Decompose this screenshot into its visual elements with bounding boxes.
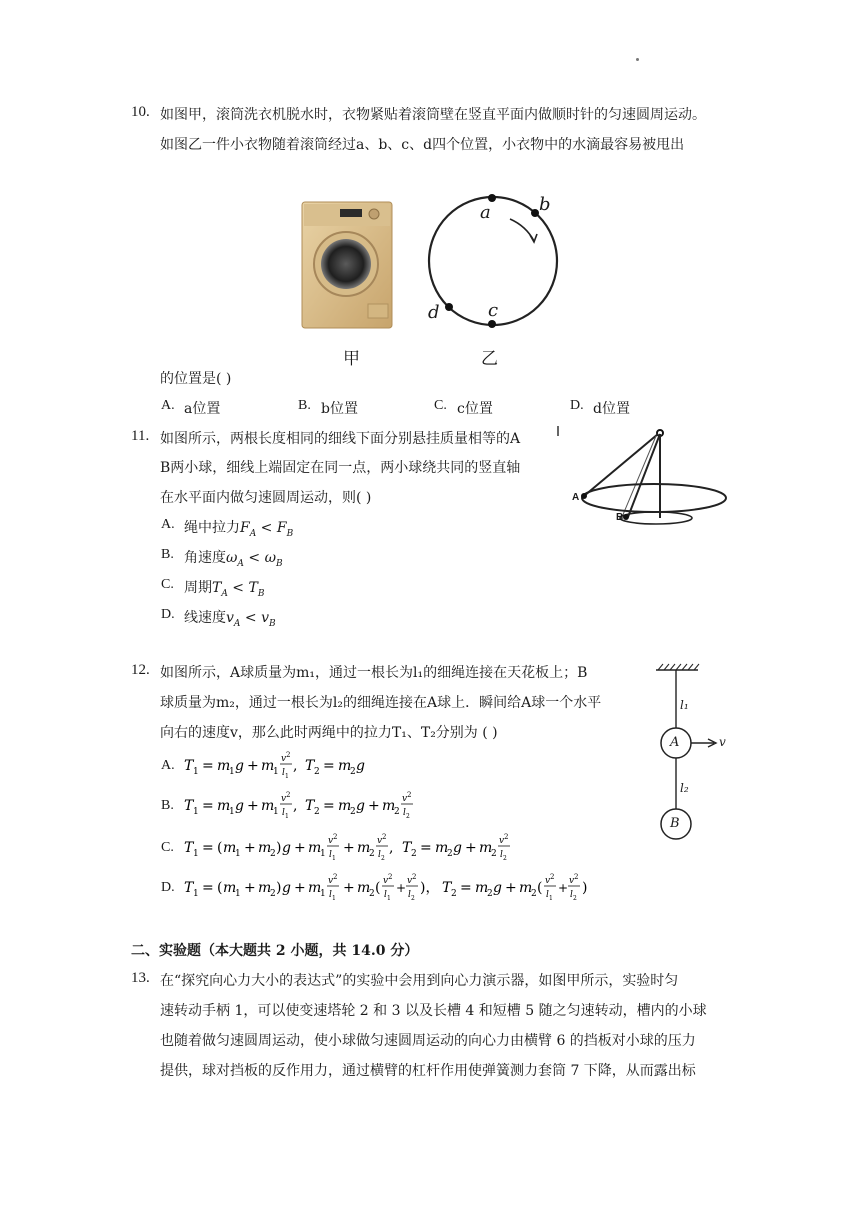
label-a: a bbox=[480, 202, 491, 223]
svg-text:m: m bbox=[382, 798, 396, 814]
svg-text:2: 2 bbox=[270, 889, 276, 899]
svg-text:1: 1 bbox=[229, 767, 235, 777]
q12-option-d-label: D. bbox=[161, 880, 175, 895]
svg-text:+: + bbox=[368, 798, 380, 814]
svg-text:=: = bbox=[460, 880, 472, 896]
svg-text:2: 2 bbox=[286, 751, 291, 759]
svg-text:v: v bbox=[383, 876, 389, 886]
label-v: v bbox=[719, 735, 726, 749]
svg-text:+: + bbox=[558, 881, 569, 895]
q11-number: 11. bbox=[131, 428, 150, 444]
q10-number: 10. bbox=[131, 104, 150, 120]
svg-text:1: 1 bbox=[332, 855, 336, 862]
svg-text:2: 2 bbox=[573, 895, 577, 902]
svg-text:2: 2 bbox=[411, 849, 417, 859]
svg-text:m: m bbox=[223, 840, 237, 856]
svg-text:l: l bbox=[329, 850, 332, 860]
q12-number: 12. bbox=[131, 662, 150, 678]
q11-option-a-text: 绳中拉力$F_A < F_B$ bbox=[184, 520, 294, 539]
svg-text:2: 2 bbox=[286, 791, 291, 799]
q10-option-b-text: b位置 bbox=[321, 401, 358, 417]
label-l2: l₂ bbox=[680, 781, 689, 795]
svg-text:=: = bbox=[323, 758, 335, 774]
svg-text:1: 1 bbox=[549, 895, 553, 902]
svg-text:2: 2 bbox=[574, 873, 579, 881]
svg-text:v: v bbox=[407, 876, 413, 886]
q10-stem-line3: 的位置是( ) bbox=[160, 371, 232, 387]
q10-option-d-text: d位置 bbox=[593, 401, 630, 417]
caption-yi: 乙 bbox=[481, 349, 498, 369]
q13-number: 13. bbox=[131, 970, 150, 986]
svg-text:): ) bbox=[276, 840, 282, 856]
q13-stem-line3: 也随着做匀速圆周运动，使小球做匀速圆周运动的向心力由横臂 6 的挡板对小球的压力 bbox=[160, 1033, 696, 1049]
q10-option-d-label: D. bbox=[570, 398, 584, 413]
q11-stem-line2: B两小球，细线上端固定在同一点，两小球绕共同的竖直轴 bbox=[160, 460, 521, 476]
svg-text:1: 1 bbox=[193, 767, 199, 777]
q10-option-c-text: c位置 bbox=[457, 401, 493, 417]
q12-option-c-label: C. bbox=[161, 840, 174, 855]
svg-text:2: 2 bbox=[504, 833, 509, 841]
svg-text:l: l bbox=[408, 890, 411, 900]
svg-text:2: 2 bbox=[350, 807, 356, 817]
q10-option-b-label: B. bbox=[298, 398, 311, 413]
svg-text:m: m bbox=[475, 880, 489, 896]
svg-text:+: + bbox=[396, 881, 407, 895]
svg-text:2: 2 bbox=[503, 855, 507, 862]
two-ball-string-figure bbox=[648, 658, 740, 842]
svg-text:2: 2 bbox=[447, 849, 453, 859]
q11-stem-line1: 如图所示，两根长度相同的细线下面分别悬挂质量相等的A bbox=[160, 431, 521, 447]
svg-text:1: 1 bbox=[285, 813, 289, 820]
svg-text:v: v bbox=[545, 876, 551, 886]
svg-text:2: 2 bbox=[531, 889, 537, 899]
svg-text:(: ( bbox=[217, 880, 223, 896]
svg-text:v: v bbox=[328, 876, 334, 886]
svg-text:l: l bbox=[570, 890, 573, 900]
svg-text:+: + bbox=[247, 758, 259, 774]
svg-text:1: 1 bbox=[193, 849, 199, 859]
point-b-dot bbox=[531, 209, 539, 217]
rotation-arrow bbox=[510, 219, 534, 241]
svg-text:m: m bbox=[258, 880, 272, 896]
svg-text:1: 1 bbox=[229, 807, 235, 817]
svg-text:2: 2 bbox=[388, 873, 393, 881]
svg-text:+: + bbox=[294, 880, 306, 896]
svg-text:2: 2 bbox=[350, 767, 356, 777]
svg-text:l: l bbox=[384, 890, 387, 900]
svg-text:+: + bbox=[294, 840, 306, 856]
svg-text:2: 2 bbox=[550, 873, 555, 881]
section-2-heading: 二、实验题（本大题共 2 小题，共 14.0 分） bbox=[131, 943, 419, 959]
svg-text:+: + bbox=[505, 880, 517, 896]
svg-text:=: = bbox=[202, 758, 214, 774]
svg-text:1: 1 bbox=[273, 807, 279, 817]
svg-text:m: m bbox=[435, 840, 449, 856]
conical-pendulum-figure bbox=[556, 424, 732, 536]
svg-text:2: 2 bbox=[491, 849, 497, 859]
svg-text:g: g bbox=[453, 840, 462, 856]
q11-stem-line3: 在水平面内做匀速圆周运动，则( ) bbox=[160, 490, 372, 506]
svg-text:g: g bbox=[235, 798, 244, 814]
page-mark bbox=[636, 58, 639, 61]
svg-text:m: m bbox=[308, 840, 322, 856]
label-l1: l₁ bbox=[680, 698, 689, 712]
svg-text:v: v bbox=[281, 794, 287, 804]
svg-text:1: 1 bbox=[285, 773, 289, 780]
pendulum-label-a: A bbox=[572, 492, 580, 503]
q10-stem-line1: 如图甲，滚筒洗衣机脱水时，衣物紧贴着滚筒壁在竖直平面内做顺时针的匀速圆周运动。 bbox=[160, 107, 706, 123]
svg-text:m: m bbox=[223, 880, 237, 896]
svg-text:T: T bbox=[184, 840, 194, 856]
label-c: c bbox=[488, 300, 499, 321]
svg-text:g: g bbox=[356, 758, 365, 774]
svg-text:2: 2 bbox=[369, 849, 375, 859]
svg-text:g: g bbox=[493, 880, 502, 896]
svg-text:m: m bbox=[357, 840, 371, 856]
pendulum-label-b: B bbox=[616, 512, 624, 523]
q11-option-b-label: B. bbox=[161, 547, 174, 562]
svg-text:2: 2 bbox=[406, 813, 410, 820]
svg-text:,: , bbox=[293, 798, 298, 814]
q13-stem-line1: 在“探究向心力大小的表达式”的实验中会用到向心力演示器，如图甲所示，实验时匀 bbox=[160, 973, 679, 989]
svg-text:v: v bbox=[281, 754, 287, 764]
svg-text:,: , bbox=[389, 840, 394, 856]
svg-text:m: m bbox=[338, 758, 352, 774]
svg-text:2: 2 bbox=[412, 873, 417, 881]
svg-text:): ) bbox=[582, 880, 588, 896]
svg-text:+: + bbox=[343, 880, 355, 896]
label-d: d bbox=[428, 302, 440, 323]
svg-text:l: l bbox=[282, 808, 285, 818]
svg-text:g: g bbox=[282, 880, 291, 896]
svg-text:v: v bbox=[402, 794, 408, 804]
svg-text:+: + bbox=[244, 880, 256, 896]
point-a-dot bbox=[488, 194, 496, 202]
svg-text:+: + bbox=[465, 840, 477, 856]
svg-text:2: 2 bbox=[314, 807, 320, 817]
q12-stem-line3: 向右的速度v，那么此时两绳中的拉力T₁、T₂分别为 ( ) bbox=[160, 725, 498, 741]
svg-text:T: T bbox=[184, 880, 194, 896]
svg-text:T: T bbox=[442, 880, 452, 896]
svg-text:=: = bbox=[202, 798, 214, 814]
q10-option-a-label: A. bbox=[161, 398, 175, 413]
svg-text:2: 2 bbox=[333, 833, 338, 841]
svg-text:m: m bbox=[479, 840, 493, 856]
svg-text:1: 1 bbox=[235, 849, 241, 859]
svg-text:T: T bbox=[184, 758, 194, 774]
svg-text:m: m bbox=[338, 798, 352, 814]
svg-text:m: m bbox=[261, 798, 275, 814]
q12-option-c-formula bbox=[180, 830, 560, 864]
svg-text:+: + bbox=[343, 840, 355, 856]
point-d-dot bbox=[445, 303, 453, 311]
svg-text:m: m bbox=[217, 758, 231, 774]
svg-text:2: 2 bbox=[314, 767, 320, 777]
svg-text:2: 2 bbox=[451, 889, 457, 899]
svg-text:1: 1 bbox=[387, 895, 391, 902]
svg-text:m: m bbox=[217, 798, 231, 814]
label-ball-b: B bbox=[670, 816, 680, 831]
svg-text:v: v bbox=[569, 876, 575, 886]
svg-text:T: T bbox=[184, 798, 194, 814]
svg-text:(: ( bbox=[375, 880, 381, 896]
svg-text:g: g bbox=[282, 840, 291, 856]
svg-text:2: 2 bbox=[369, 889, 375, 899]
q12-option-a-label: A. bbox=[161, 758, 175, 773]
q10-option-c-label: C. bbox=[434, 398, 447, 413]
svg-text:g: g bbox=[356, 798, 365, 814]
svg-text:2: 2 bbox=[394, 807, 400, 817]
svg-text:l: l bbox=[329, 890, 332, 900]
svg-text:+: + bbox=[247, 798, 259, 814]
q12-option-d-formula bbox=[180, 870, 630, 904]
svg-text:l: l bbox=[282, 768, 285, 778]
svg-text:2: 2 bbox=[487, 889, 493, 899]
svg-text:=: = bbox=[420, 840, 432, 856]
svg-text:=: = bbox=[202, 840, 214, 856]
svg-text:1: 1 bbox=[320, 849, 326, 859]
q12-stem-line2: 球质量为m₂，通过一根长为l₂的细绳连接在A球上．瞬间给A球一个水平 bbox=[160, 695, 602, 711]
svg-text:2: 2 bbox=[407, 791, 412, 799]
q10-stem-line2: 如图乙一件小衣物随着滚筒经过a、b、c、d四个位置，小衣物中的水滴最容易被甩出 bbox=[160, 137, 685, 153]
svg-text:): ) bbox=[276, 880, 282, 896]
caption-jia: 甲 bbox=[343, 349, 360, 369]
svg-text:,: , bbox=[293, 758, 298, 774]
svg-text:2: 2 bbox=[333, 873, 338, 881]
q11-option-c-text: 周期$T_A < T_B$ bbox=[184, 580, 265, 599]
q13-stem-line2: 速转动手柄 1，可以使变速塔轮 2 和 3 以及长槽 4 和短槽 5 随之匀速转动，槽内的小球 bbox=[160, 1003, 707, 1019]
svg-text:v: v bbox=[377, 836, 383, 846]
svg-text:T: T bbox=[305, 758, 315, 774]
q11-option-b-text: 角速度$\omega_A < \omega_B$ bbox=[184, 550, 283, 569]
label-b: b bbox=[539, 194, 551, 215]
svg-text:l: l bbox=[403, 808, 406, 818]
svg-text:1: 1 bbox=[193, 889, 199, 899]
svg-text:T: T bbox=[305, 798, 315, 814]
svg-text:1: 1 bbox=[273, 767, 279, 777]
svg-text:l: l bbox=[546, 890, 549, 900]
label-ball-a: A bbox=[670, 735, 680, 750]
svg-text:1: 1 bbox=[235, 889, 241, 899]
svg-text:m: m bbox=[357, 880, 371, 896]
q12-option-a-formula bbox=[180, 748, 400, 782]
svg-text:v: v bbox=[499, 836, 505, 846]
point-c-dot bbox=[488, 320, 496, 328]
svg-text:m: m bbox=[261, 758, 275, 774]
svg-text:m: m bbox=[308, 880, 322, 896]
svg-text:l: l bbox=[500, 850, 503, 860]
svg-text:=: = bbox=[323, 798, 335, 814]
svg-text:+: + bbox=[244, 840, 256, 856]
svg-text:g: g bbox=[235, 758, 244, 774]
svg-text:2: 2 bbox=[411, 895, 415, 902]
q11-option-d-label: D. bbox=[161, 607, 175, 622]
q10-option-a-text: a位置 bbox=[184, 401, 221, 417]
q12-stem-line1: 如图所示，A球质量为m₁，通过一根长为l₁的细绳连接在天花板上；B bbox=[160, 665, 588, 681]
svg-text:(: ( bbox=[217, 840, 223, 856]
q12-option-b-label: B. bbox=[161, 798, 174, 813]
svg-text:(: ( bbox=[537, 880, 543, 896]
q11-option-d-text: 线速度$v_A < v_B$ bbox=[184, 610, 276, 629]
svg-text:)，: )， bbox=[420, 880, 440, 896]
q13-stem-line4: 提供，球对挡板的反作用力，通过横臂的杠杆作用使弹簧测力套筒 7 下降，从而露出标 bbox=[160, 1063, 696, 1079]
svg-text:m: m bbox=[258, 840, 272, 856]
svg-text:1: 1 bbox=[332, 895, 336, 902]
svg-text:=: = bbox=[202, 880, 214, 896]
svg-text:2: 2 bbox=[381, 855, 385, 862]
svg-text:2: 2 bbox=[270, 849, 276, 859]
q11-option-a-label: A. bbox=[161, 517, 175, 532]
svg-text:v: v bbox=[328, 836, 334, 846]
washing-machine-figure bbox=[300, 200, 396, 332]
q12-option-b-formula bbox=[180, 788, 440, 822]
svg-text:2: 2 bbox=[382, 833, 387, 841]
svg-text:l: l bbox=[378, 850, 381, 860]
q11-option-c-label: C. bbox=[161, 577, 174, 592]
svg-text:1: 1 bbox=[193, 807, 199, 817]
svg-text:m: m bbox=[519, 880, 533, 896]
svg-text:1: 1 bbox=[320, 889, 326, 899]
svg-text:T: T bbox=[402, 840, 412, 856]
